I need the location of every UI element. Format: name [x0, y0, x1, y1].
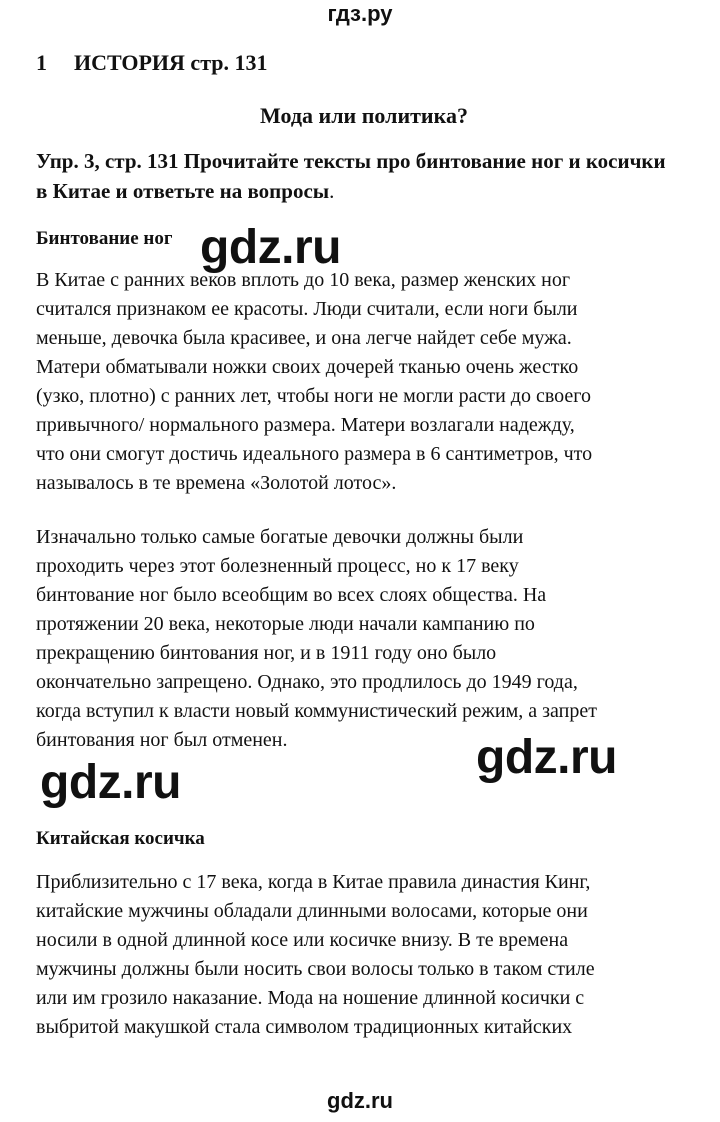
subheading-foot-binding: Бинтование ног [36, 228, 173, 249]
paragraph-1 [36, 266, 676, 498]
text-line: выбритой макушкой стала символом традиционных китайских [36, 1016, 573, 1038]
text-line: что они смогут достичь идеального размера в 6 сантиметров, что [36, 443, 593, 465]
text-line: носили в одной длинной косе или косичке внизу. В те времена [36, 929, 569, 951]
text-line: Приблизительно с 17 века, когда в Китае правила династия Кинг, [36, 871, 591, 893]
task-trailing: . [329, 179, 335, 203]
text-line: окончательно запрещено. Однако, это продлилось до 1949 года, [36, 671, 578, 693]
section-title: ИСТОРИЯ стр. 131 [74, 50, 268, 75]
task-instruction [36, 146, 676, 206]
text-line: бинтования ног был отменен. [36, 729, 288, 751]
text-line: меньше, девочка была красивее, и она легче найдет себе мужа. [36, 327, 572, 349]
text-line: когда вступил к власти новый коммунистический режим, а запрет [36, 700, 597, 722]
watermark: gdz.ru [476, 731, 617, 784]
text-line: (узко, плотно) с ранних лет, чтобы ноги не могли расти до своего [36, 385, 591, 407]
paragraph-2 [36, 523, 676, 755]
text-line: проходить через этот болезненный процесс, но к 17 веку [36, 555, 519, 577]
text-line: считался признаком ее красоты. Люди считали, если ноги были [36, 298, 578, 320]
text-line: В Китае с ранних веков вплоть до 10 века, размер женских ног [36, 269, 571, 291]
text-line: протяжении 20 века, некоторые люди начали кампанию по [36, 613, 535, 635]
text-line: прекращению бинтования ног, и в 1911 году оно было [36, 642, 497, 664]
text-line: Изначально только самые богатые девочки должны были [36, 526, 524, 548]
watermark: gdz.ru [200, 221, 341, 274]
text-line: Матери обматывали ножки своих дочерей тканью очень жестко [36, 356, 579, 378]
site-footer: gdz.ru [327, 1088, 393, 1113]
task-text: Упр. 3, стр. 131 Прочитайте тексты про бинтование ног и косички в Китае и ответьте на вопросы [36, 149, 666, 203]
text-line: называлось в те времена «Золотой лотос». [36, 472, 397, 494]
text-line: китайские мужчины обладали длинными волосами, которые они [36, 900, 588, 922]
paragraph-3 [36, 868, 676, 1042]
text-line: или им грозило наказание. Мода на ношение длинной косички с [36, 987, 585, 1009]
text-line: бинтование ног было всеобщим во всех слоях общества. На [36, 584, 547, 606]
text-line: привычного/ нормального размера. Матери возлагали надежду, [36, 414, 575, 436]
page-title: Мода или политика? [260, 103, 468, 128]
site-header: гдз.ру [327, 1, 393, 26]
section-number: 1 [36, 50, 47, 75]
watermark: gdz.ru [40, 756, 181, 809]
section-heading [36, 48, 268, 78]
text-line: мужчины должны были носить свои волосы только в таком стиле [36, 958, 595, 980]
subheading-queue: Китайская косичка [36, 828, 205, 849]
